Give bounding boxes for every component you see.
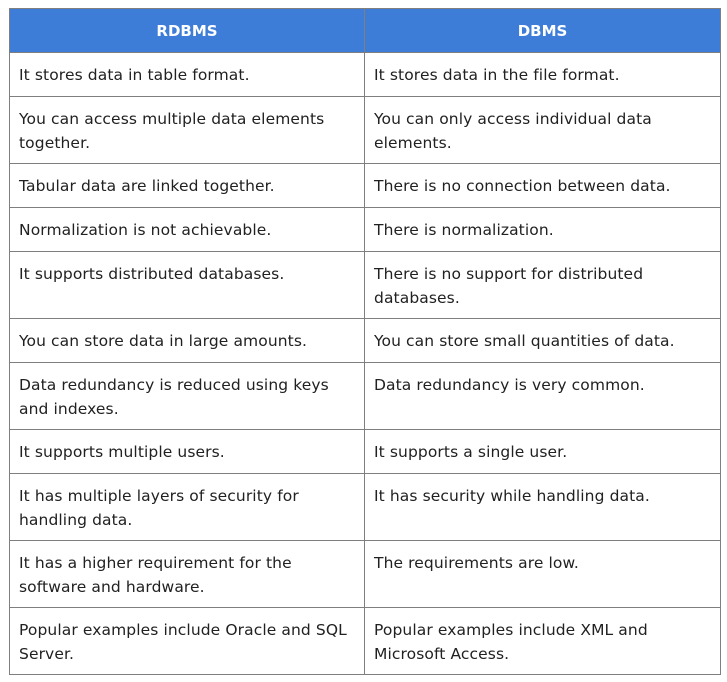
dbms-cell: You can store small quantities of data. [365,319,721,363]
rdbms-cell: It has a higher requirement for the software and hardware. [10,541,365,608]
dbms-cell: It stores data in the file format. [365,53,721,97]
table-row [10,541,721,608]
header-dbms: DBMS [365,9,721,53]
comparison-table [9,8,721,675]
rdbms-cell: It supports distributed databases. [10,252,365,319]
dbms-cell: You can only access individual data elements. [365,97,721,164]
rdbms-cell: It has multiple layers of security for handling data. [10,474,365,541]
table-row [10,164,721,208]
header-row [10,9,721,53]
table-row [10,319,721,363]
rdbms-cell: It supports multiple users. [10,430,365,474]
rdbms-cell: It stores data in table format. [10,53,365,97]
table-row [10,608,721,675]
table-row [10,53,721,97]
rdbms-cell: You can store data in large amounts. [10,319,365,363]
dbms-cell: There is no connection between data. [365,164,721,208]
table-row [10,97,721,164]
dbms-cell: There is normalization. [365,208,721,252]
header-rdbms: RDBMS [10,9,365,53]
dbms-cell: It supports a single user. [365,430,721,474]
table-row [10,363,721,430]
rdbms-cell: Data redundancy is reduced using keys and indexes. [10,363,365,430]
dbms-cell: It has security while handling data. [365,474,721,541]
rdbms-cell: Popular examples include Oracle and SQL Server. [10,608,365,675]
table-row [10,430,721,474]
rdbms-cell: You can access multiple data elements together. [10,97,365,164]
rdbms-cell: Normalization is not achievable. [10,208,365,252]
rdbms-cell: Tabular data are linked together. [10,164,365,208]
table-row [10,474,721,541]
dbms-cell: Popular examples include XML and Microsoft Access. [365,608,721,675]
dbms-cell: The requirements are low. [365,541,721,608]
dbms-cell: There is no support for distributed databases. [365,252,721,319]
table-row [10,252,721,319]
dbms-cell: Data redundancy is very common. [365,363,721,430]
table-row [10,208,721,252]
